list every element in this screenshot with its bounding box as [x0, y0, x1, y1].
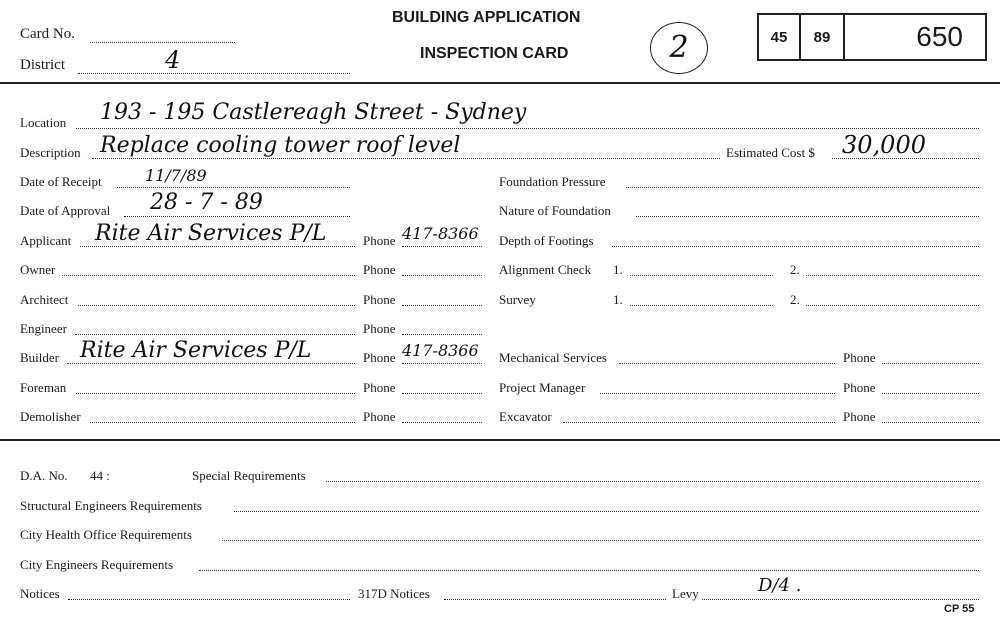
demolisher-field[interactable]: [90, 422, 355, 423]
location-value: 193 - 195 Castlereagh Street - Sydney: [100, 100, 527, 125]
estimated-cost-value: 30,000: [842, 131, 926, 159]
excavator-field[interactable]: [563, 422, 835, 423]
city-engineers-label: City Engineers Requirements: [20, 557, 174, 572]
survey-num2: 2.: [790, 292, 800, 307]
builder-phone-value: 417-8366: [402, 341, 479, 360]
header-divider: [0, 82, 1000, 84]
foreman-label: Foreman: [20, 380, 67, 395]
alignment-num1: 1.: [613, 262, 623, 277]
special-requirements-field[interactable]: [326, 481, 979, 482]
excavator-label: Excavator: [499, 409, 552, 424]
bottom-divider: [0, 439, 1000, 441]
survey-label: Survey: [499, 292, 536, 307]
architect-phone-field[interactable]: [402, 305, 482, 306]
builder-label: Builder: [20, 350, 59, 365]
district-label: District: [20, 57, 65, 73]
builder-phone-label: Phone: [363, 350, 396, 365]
card-no-label: Card No.: [20, 26, 75, 42]
survey-field-2[interactable]: [806, 305, 979, 306]
special-requirements-label: Special Requirements: [192, 468, 306, 483]
architect-label: Architect: [20, 292, 69, 307]
date-receipt-field[interactable]: [117, 187, 350, 188]
builder-phone-field[interactable]: [402, 363, 482, 364]
project-manager-phone-field[interactable]: [882, 393, 979, 394]
circled-number-text: 2: [669, 30, 689, 65]
engineer-phone-label: Phone: [363, 321, 396, 336]
levy-value: D/4 .: [758, 575, 802, 596]
date-receipt-value: 11/7/89: [145, 166, 207, 185]
engineer-field[interactable]: [75, 334, 355, 335]
alignment-field-2[interactable]: [806, 275, 979, 276]
levy-field[interactable]: [702, 599, 979, 600]
mechanical-services-field[interactable]: [619, 363, 835, 364]
card-no-field[interactable]: [90, 42, 235, 43]
demolisher-label: Demolisher: [20, 409, 81, 424]
circled-number: [650, 22, 708, 74]
project-manager-field[interactable]: [600, 393, 835, 394]
ref-box-1: 45: [759, 15, 801, 59]
structural-engineers-label: Structural Engineers Requirements: [20, 498, 202, 513]
district-field[interactable]: [78, 73, 350, 74]
location-field[interactable]: [76, 128, 979, 129]
applicant-value: Rite Air Services P/L: [95, 221, 327, 246]
builder-value: Rite Air Services P/L: [80, 338, 312, 363]
mechanical-phone-label: Phone: [843, 350, 876, 365]
demolisher-phone-field[interactable]: [402, 422, 482, 423]
depth-footings-label: Depth of Footings: [499, 233, 594, 248]
applicant-phone-label: Phone: [363, 233, 396, 248]
engineer-phone-field[interactable]: [402, 334, 482, 335]
nature-foundation-field[interactable]: [636, 216, 979, 217]
reference-boxes: [757, 13, 987, 61]
city-engineers-field[interactable]: [199, 570, 979, 571]
foreman-field[interactable]: [76, 393, 355, 394]
architect-field[interactable]: [78, 305, 355, 306]
excavator-phone-field[interactable]: [882, 422, 979, 423]
da-no-value: 44 :: [90, 468, 110, 483]
foundation-pressure-label: Foundation Pressure: [499, 174, 606, 189]
owner-phone-field[interactable]: [402, 275, 482, 276]
title-line2: INSPECTION CARD: [420, 45, 569, 62]
architect-phone-label: Phone: [363, 292, 396, 307]
ref-box-2: 89: [801, 15, 845, 59]
date-approval-label: Date of Approval: [20, 203, 111, 218]
date-receipt-label: Date of Receipt: [20, 174, 102, 189]
description-field[interactable]: [92, 158, 720, 159]
levy-label: Levy: [672, 586, 699, 601]
foreman-phone-field[interactable]: [402, 393, 482, 394]
owner-field[interactable]: [62, 275, 355, 276]
notices-317d-label: 317D Notices: [358, 586, 430, 601]
structural-engineers-field[interactable]: [234, 511, 979, 512]
project-manager-phone-label: Phone: [843, 380, 876, 395]
excavator-phone-label: Phone: [843, 409, 876, 424]
survey-field-1[interactable]: [630, 305, 773, 306]
applicant-label: Applicant: [20, 233, 72, 248]
description-value: Replace cooling tower roof level: [100, 133, 461, 158]
alignment-check-label: Alignment Check: [499, 262, 592, 277]
estimated-cost-label: Estimated Cost $: [726, 145, 815, 160]
owner-phone-label: Phone: [363, 262, 396, 277]
foundation-pressure-field[interactable]: [626, 187, 979, 188]
applicant-phone-value: 417-8366: [402, 224, 479, 243]
title-line1: BUILDING APPLICATION: [392, 9, 581, 26]
city-health-field[interactable]: [222, 540, 979, 541]
demolisher-phone-label: Phone: [363, 409, 396, 424]
form-code: CP 55: [944, 603, 975, 615]
builder-field[interactable]: [67, 363, 355, 364]
alignment-field-1[interactable]: [630, 275, 773, 276]
nature-foundation-label: Nature of Foundation: [499, 203, 611, 218]
applicant-field[interactable]: [80, 246, 355, 247]
notices-field[interactable]: [68, 599, 350, 600]
mechanical-services-label: Mechanical Services: [499, 350, 607, 365]
location-label: Location: [20, 115, 67, 130]
ref-box-3: 650: [916, 21, 963, 52]
depth-footings-field[interactable]: [612, 246, 979, 247]
owner-label: Owner: [20, 262, 56, 277]
city-health-label: City Health Office Requirements: [20, 527, 192, 542]
survey-num1: 1.: [613, 292, 623, 307]
date-approval-field[interactable]: [124, 216, 350, 217]
notices-label: Notices: [20, 586, 60, 601]
engineer-label: Engineer: [20, 321, 67, 336]
da-no-label: D.A. No.: [20, 468, 68, 483]
foreman-phone-label: Phone: [363, 380, 396, 395]
district-value: 4: [165, 46, 181, 74]
alignment-num2: 2.: [790, 262, 800, 277]
project-manager-label: Project Manager: [499, 380, 586, 395]
mechanical-phone-field[interactable]: [882, 363, 979, 364]
description-label: Description: [20, 145, 81, 160]
date-approval-value: 28 - 7 - 89: [150, 190, 263, 215]
applicant-phone-field[interactable]: [402, 246, 482, 247]
notices-317d-field[interactable]: [444, 599, 666, 600]
